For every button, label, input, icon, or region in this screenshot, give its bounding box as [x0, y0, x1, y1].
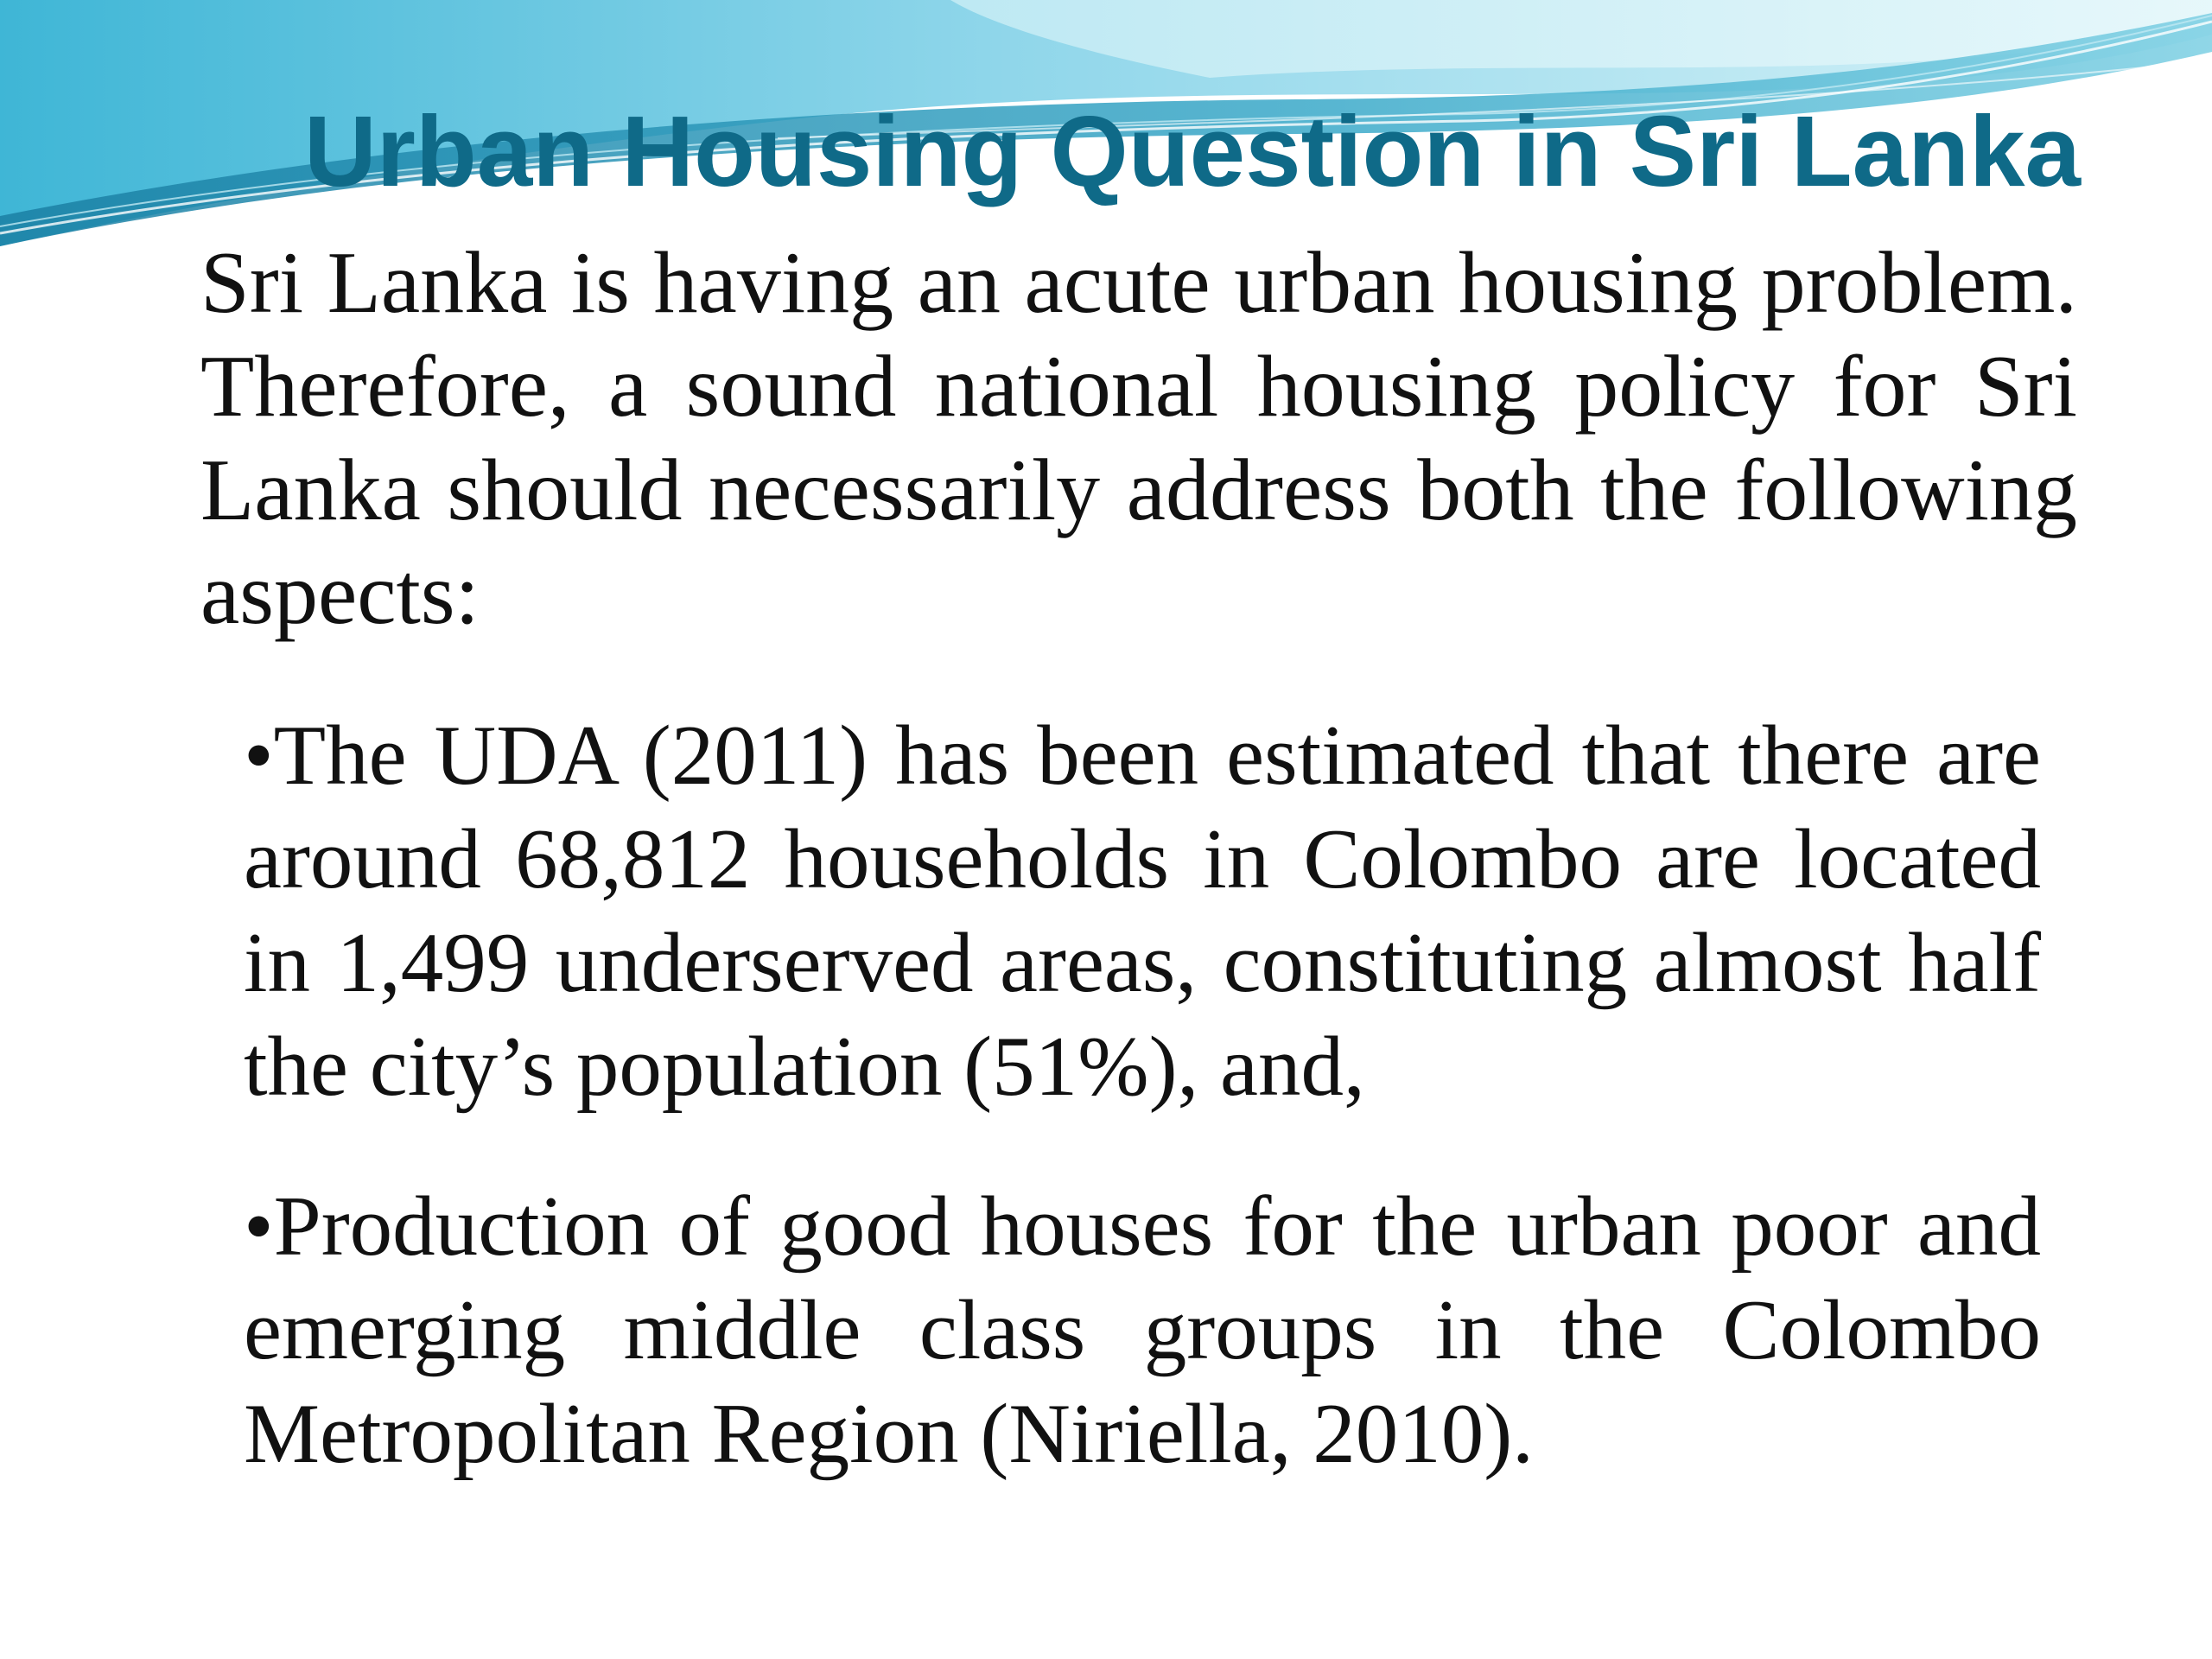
- slide-title: Urban Housing Question in Sri Lanka: [304, 95, 2081, 207]
- intro-paragraph: Sri Lanka is having an acute urban housing problem. Therefore, a sound national housing policy for Sri Lanka should necessarily address both the following aspects:: [200, 234, 2077, 643]
- bullet-item-uda-estimate: •The UDA (2011) has been estimated that there are around 68,812 households in Colombo are located in 1,499 underserved areas, constituting almost half the city’s population (51%), and,: [244, 709, 2041, 1114]
- bullet-item-production-houses: •Production of good houses for the urban poor and emerging middle class groups in the Colombo Metropolitan Region (Niriella, 2010).: [244, 1179, 2041, 1481]
